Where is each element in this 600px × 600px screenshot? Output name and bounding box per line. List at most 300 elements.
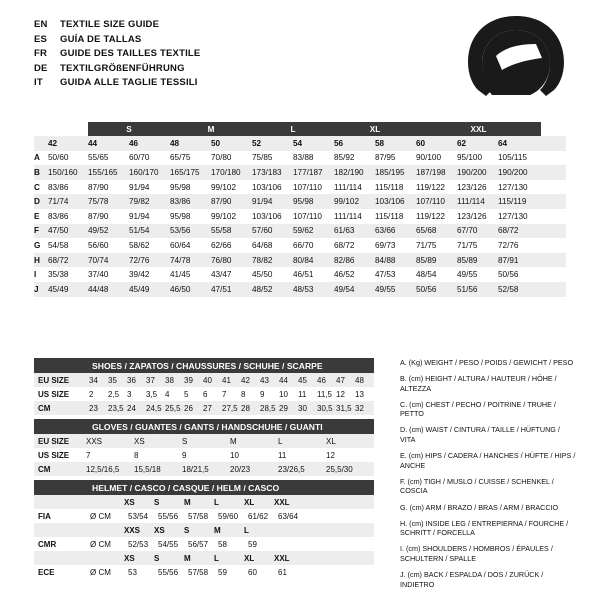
table-row — [34, 209, 566, 224]
value-cell: 38 — [165, 375, 174, 385]
table-cell: 190/200 — [498, 167, 528, 177]
value-cell: 23/26,5 — [278, 464, 305, 474]
table-cell: 45/49 — [48, 284, 69, 294]
table-cell: 85/89 — [416, 255, 437, 265]
table-cell: 67/70 — [457, 226, 478, 236]
helmet-size-cell: L — [214, 553, 219, 563]
table-cell: 90/100 — [416, 153, 442, 163]
table-cell: 71/75 — [416, 240, 437, 250]
helmet-size-cell: XXS — [124, 525, 141, 535]
table-row — [34, 282, 566, 297]
table-cell: 83/86 — [170, 197, 191, 207]
helmet-value-cell: 57/58 — [188, 567, 209, 577]
helmet-standard-label: FIA — [38, 511, 51, 521]
table-cell: 68/72 — [498, 226, 519, 236]
table-cell: 44/48 — [88, 284, 109, 294]
table-cell: 47/53 — [375, 270, 396, 280]
table-cell: 43/47 — [211, 270, 232, 280]
helmet-unit: Ø CM — [90, 567, 111, 577]
value-cell: 32 — [355, 403, 364, 413]
value-cell: S — [182, 436, 188, 446]
helmet-value-cell: 58 — [218, 539, 227, 549]
table-cell: 99/102 — [334, 197, 360, 207]
table-cell: 51/56 — [457, 284, 478, 294]
data-row — [34, 401, 374, 415]
helmet-value-cell: 60 — [248, 567, 257, 577]
helmet-value-cell: 52/53 — [128, 539, 149, 549]
numeric-size-cell: 62 — [457, 138, 467, 148]
value-cell: 4 — [165, 389, 170, 399]
table-cell: 70/80 — [211, 153, 232, 163]
table-cell: 119/122 — [416, 211, 445, 221]
value-cell: 6 — [203, 389, 208, 399]
table-cell: 127/130 — [498, 211, 528, 221]
helmet-icon — [456, 12, 576, 104]
table-cell: 87/90 — [211, 197, 232, 207]
helmet-title: HELMET / CASCO / CASQUE / HELM / CASCO — [34, 480, 374, 495]
table-cell: 49/54 — [334, 284, 355, 294]
numeric-size-cell: 56 — [334, 138, 344, 148]
table-cell: 85/89 — [457, 255, 478, 265]
helmet-value-cell: 54/55 — [158, 539, 179, 549]
value-cell: 25,5/30 — [326, 464, 353, 474]
helmet-size-cell: S — [184, 525, 190, 535]
table-cell: 46/50 — [170, 284, 191, 294]
helmet-value-cell: 61 — [278, 567, 287, 577]
table-cell: 48/53 — [293, 284, 314, 294]
table-cell: 60/70 — [129, 153, 150, 163]
helmet-values-row — [34, 565, 374, 579]
row-label: CM — [38, 403, 51, 413]
value-cell: L — [278, 436, 283, 446]
table-cell: 83/88 — [293, 153, 314, 163]
table-cell: 65/75 — [170, 153, 191, 163]
table-cell: 56/60 — [88, 240, 109, 250]
table-cell: 87/90 — [88, 211, 109, 221]
table-cell: 165/175 — [170, 167, 200, 177]
numeric-size-cell: 58 — [375, 138, 385, 148]
table-cell: 66/70 — [293, 240, 314, 250]
helmet-value-cell: 61/62 — [248, 511, 269, 521]
legend-item: C. (cm) CHEST / PECHO / POITRINE / TRUHE / PETTO — [400, 399, 556, 419]
helmet-value-cell: 55/56 — [158, 567, 179, 577]
legend-item: G. (cm) ARM / BRAZO / BRAS / ARM / BRACCIO — [400, 502, 559, 512]
table-cell: 190/200 — [457, 167, 487, 177]
value-cell: 37 — [146, 375, 155, 385]
table-cell: 105/115 — [498, 153, 527, 163]
table-row — [34, 267, 566, 282]
table-cell: 79/82 — [129, 197, 150, 207]
table-cell: 115/118 — [375, 211, 404, 221]
table-cell: 49/55 — [375, 284, 396, 294]
table-cell: 48/52 — [252, 284, 273, 294]
language-list — [34, 18, 200, 91]
value-cell: 2 — [89, 389, 94, 399]
value-cell: 5 — [184, 389, 189, 399]
numeric-size-cell: 48 — [170, 138, 180, 148]
numeric-size-cell: 50 — [211, 138, 221, 148]
table-cell: 107/110 — [416, 197, 445, 207]
helmet-size-cell: XS — [124, 553, 135, 563]
value-cell: 11 — [278, 450, 287, 460]
helmet-values-row — [34, 509, 374, 523]
legend-item: I. (cm) SHOULDERS / HOMBROS / ÉPAULES / SCHULTERN / SPALLE — [400, 544, 553, 563]
value-cell: 3 — [127, 389, 132, 399]
table-cell: 63/66 — [375, 226, 396, 236]
table-cell: 75/85 — [252, 153, 273, 163]
data-row — [34, 434, 374, 448]
row-values — [89, 376, 374, 385]
band-spacer — [34, 122, 48, 136]
table-cell: 187/198 — [416, 167, 446, 177]
row-values — [89, 390, 374, 399]
table-cell: 111/114 — [334, 182, 362, 192]
table-cell: 103/106 — [375, 197, 405, 207]
numeric-size-cell: 60 — [416, 138, 426, 148]
value-cell: 24 — [127, 403, 136, 413]
table-cell: 83/86 — [48, 182, 69, 192]
table-cell: 91/94 — [252, 197, 273, 207]
size-band-l: L — [252, 122, 334, 136]
table-cell: 72/76 — [498, 240, 519, 250]
language-row — [34, 47, 200, 62]
value-cell: 28,5 — [260, 403, 276, 413]
helmet-standard-label: ECE — [38, 567, 55, 577]
helmet-size-cell: L — [214, 497, 219, 507]
row-key: B — [34, 167, 40, 177]
value-cell: XS — [134, 436, 145, 446]
table-cell: 46/52 — [334, 270, 355, 280]
row-label: CM — [38, 464, 51, 474]
table-row — [34, 165, 566, 180]
measurement-table — [34, 122, 566, 297]
table-row — [34, 224, 566, 239]
value-cell: 27,5 — [222, 403, 238, 413]
table-cell: 57/60 — [252, 226, 273, 236]
helmet-size-header — [34, 523, 374, 537]
table-cell: 87/90 — [88, 182, 109, 192]
helmet-value-cell: 59 — [248, 539, 257, 549]
size-band-xl: XL — [334, 122, 416, 136]
measurement-legend — [400, 358, 576, 596]
table-cell: 52/58 — [498, 284, 519, 294]
numeric-size-cell: 44 — [88, 138, 98, 148]
row-key: A — [34, 153, 40, 163]
helmet-value-cell: 53 — [128, 567, 137, 577]
row-key: J — [34, 284, 39, 294]
table-cell: 72/76 — [129, 255, 150, 265]
table-cell: 185/195 — [375, 167, 405, 177]
table-cell: 103/106 — [252, 182, 282, 192]
table-cell: 68/72 — [334, 240, 355, 250]
table-cell: 55/58 — [211, 226, 232, 236]
helmet-values-row — [34, 537, 374, 551]
value-cell: 28 — [241, 403, 250, 413]
language-code: DE — [34, 62, 48, 74]
table-cell: 182/190 — [334, 167, 364, 177]
row-values — [86, 451, 374, 460]
table-cell: 87/91 — [498, 255, 519, 265]
row-key: I — [34, 270, 37, 280]
value-cell: 9 — [260, 389, 265, 399]
helmet-value-cell: 53/54 — [128, 511, 149, 521]
helmet-value-cell: 56/57 — [188, 539, 209, 549]
helmet-value-cell: 59 — [218, 567, 227, 577]
value-cell: 46 — [317, 375, 326, 385]
size-band-m: M — [170, 122, 252, 136]
table-cell: 58/62 — [129, 240, 150, 250]
row-label: EU SIZE — [38, 436, 70, 446]
legend-item: B. (cm) HEIGHT / ALTURA / HAUTEUR / HÖHE / ALTEZZA — [400, 374, 557, 393]
value-cell: 29 — [279, 403, 288, 413]
table-cell: 83/86 — [48, 211, 69, 221]
table-cell: 95/98 — [170, 211, 191, 221]
value-cell: 42 — [241, 375, 250, 385]
table-cell: 78/82 — [252, 255, 273, 265]
value-cell: 13 — [355, 389, 364, 399]
table-cell: 51/54 — [129, 226, 150, 236]
size-band-header — [34, 122, 566, 136]
row-values — [89, 404, 374, 413]
value-cell: XXS — [86, 436, 103, 446]
table-cell: 39/42 — [129, 270, 150, 280]
table-cell: 91/94 — [129, 182, 150, 192]
row-key: F — [34, 226, 40, 236]
table-cell: 107/110 — [293, 182, 322, 192]
value-cell: 35 — [108, 375, 117, 385]
value-cell: 24,5 — [146, 403, 162, 413]
table-cell: 71/75 — [457, 240, 478, 250]
language-text: TEXTILGRÖßENFÜHRUNG — [60, 62, 185, 74]
row-key: H — [34, 255, 40, 265]
table-cell: 95/100 — [457, 153, 483, 163]
helmet-value-cell: 59/60 — [218, 511, 239, 521]
shoes-title: SHOES / ZAPATOS / CHAUSSURES / SCHUHE / SCARPE — [34, 358, 374, 373]
table-cell: 111/114 — [334, 211, 362, 221]
row-label: EU SIZE — [38, 375, 70, 385]
value-cell: 10 — [230, 450, 239, 460]
table-row — [34, 238, 566, 253]
table-cell: 99/102 — [211, 211, 237, 221]
table-cell: 107/110 — [293, 211, 322, 221]
table-row — [34, 151, 566, 166]
table-row — [34, 253, 566, 268]
table-cell: 53/56 — [170, 226, 191, 236]
row-label: US SIZE — [38, 450, 70, 460]
table-cell: 75/78 — [88, 197, 109, 207]
table-cell: 87/95 — [375, 153, 396, 163]
table-cell: 48/54 — [416, 270, 437, 280]
table-cell: 177/187 — [293, 167, 323, 177]
table-cell: 103/106 — [252, 211, 282, 221]
value-cell: 31,5 — [336, 403, 352, 413]
table-cell: 99/102 — [211, 182, 237, 192]
value-cell: 25,5 — [165, 403, 181, 413]
size-band-none — [48, 122, 88, 136]
table-cell: 49/52 — [88, 226, 109, 236]
table-cell: 50/56 — [416, 284, 437, 294]
table-cell: 123/126 — [457, 211, 487, 221]
table-row — [34, 180, 566, 195]
table-cell: 160/170 — [129, 167, 159, 177]
table-cell: 65/68 — [416, 226, 437, 236]
data-row — [34, 462, 374, 476]
gloves-title: GLOVES / GUANTES / GANTS / HANDSCHUHE / GUANTI — [34, 419, 374, 434]
table-cell: 76/80 — [211, 255, 232, 265]
table-cell: 170/180 — [211, 167, 241, 177]
numeric-size-cell: 64 — [498, 138, 508, 148]
value-cell: 12 — [326, 450, 335, 460]
legend-item: E. (cm) HIPS / CADERA / HANCHES / HÜFTE / HIPS / ANCHE — [400, 451, 576, 470]
legend-item: A. (Kg) WEIGHT / PESO / POIDS / GEWICHT / PESO — [400, 358, 574, 367]
helmet-size-cell: XS — [124, 497, 135, 507]
value-cell: 9 — [182, 450, 187, 460]
table-cell: 95/98 — [170, 182, 191, 192]
table-cell: 173/183 — [252, 167, 282, 177]
table-cell: 50/60 — [48, 153, 69, 163]
table-cell: 61/63 — [334, 226, 355, 236]
value-cell: 7 — [86, 450, 91, 460]
helmet-size-cell: L — [244, 525, 249, 535]
value-cell: M — [230, 436, 237, 446]
value-cell: 7 — [222, 389, 227, 399]
table-cell: 74/78 — [170, 255, 191, 265]
table-cell: 80/84 — [293, 255, 314, 265]
table-cell: 123/126 — [457, 182, 487, 192]
value-cell: 44 — [279, 375, 288, 385]
table-cell: 82/86 — [334, 255, 355, 265]
language-text: GUIDE DES TAILLES TEXTILE — [60, 48, 201, 59]
helmet-size-header — [34, 551, 374, 565]
value-cell: 10 — [279, 389, 288, 399]
language-code: FR — [34, 48, 48, 59]
language-row — [34, 18, 200, 33]
helmet-unit: Ø CM — [90, 511, 111, 521]
helmet-size-cell: M — [184, 497, 191, 507]
table-cell: 45/49 — [129, 284, 150, 294]
table-cell: 155/165 — [88, 167, 118, 177]
table-cell: 69/73 — [375, 240, 396, 250]
table-cell: 68/72 — [48, 255, 69, 265]
helmet-unit: Ø CM — [90, 539, 111, 549]
data-row — [34, 448, 374, 462]
value-cell: 36 — [127, 375, 136, 385]
value-cell: 30,5 — [317, 403, 333, 413]
language-text: GUÍA DE TALLAS — [60, 33, 142, 45]
data-row — [34, 387, 374, 401]
value-cell: 23 — [89, 403, 98, 413]
helmet-size-cell: S — [154, 553, 160, 563]
table-cell: 45/50 — [252, 270, 273, 280]
table-cell: 46/51 — [293, 270, 314, 280]
value-cell: 41 — [222, 375, 231, 385]
footwear-gloves-helmet-section — [34, 358, 374, 579]
table-cell: 64/68 — [252, 240, 273, 250]
value-cell: 8 — [241, 389, 246, 399]
helmet-value-cell: 55/56 — [158, 511, 179, 521]
row-key: C — [34, 182, 40, 192]
legend-item: F. (cm) TIGH / MUSLO / CUISSE / SCHENKEL / COSCIA — [400, 476, 554, 496]
helmet-size-cell: XL — [244, 553, 255, 563]
helmet-size-cell: M — [214, 525, 221, 535]
language-row — [34, 76, 200, 91]
language-text: TEXTILE SIZE GUIDE — [60, 19, 160, 30]
size-band-s: S — [88, 122, 170, 136]
table-cell: 150/160 — [48, 167, 78, 177]
value-cell: 26 — [184, 403, 193, 413]
value-cell: 47 — [336, 375, 345, 385]
language-code: IT — [34, 77, 43, 88]
helmet-value-cell: 57/58 — [188, 511, 209, 521]
value-cell: 45 — [298, 375, 307, 385]
row-key: E — [34, 211, 40, 221]
table-cell: 47/50 — [48, 226, 69, 236]
value-cell: 12 — [336, 389, 345, 399]
value-cell: 8 — [134, 450, 139, 460]
numeric-size-header — [34, 136, 566, 151]
table-cell: 50/56 — [498, 270, 519, 280]
helmet-size-cell: XL — [244, 497, 255, 507]
value-cell: 30 — [298, 403, 307, 413]
size-band-xxl: XXL — [416, 122, 541, 136]
value-cell: 43 — [260, 375, 269, 385]
legend-item: J. (cm) BACK / ESPALDA / DOS / ZURÜCK / INDIETRO — [400, 570, 544, 589]
table-cell: 115/119 — [498, 197, 527, 207]
language-row — [34, 33, 200, 48]
value-cell: 27 — [203, 403, 212, 413]
table-cell: 119/122 — [416, 182, 445, 192]
value-cell: 12,5/16,5 — [86, 464, 120, 474]
value-cell: 23,5 — [108, 403, 124, 413]
row-values — [86, 465, 374, 474]
value-cell: 20/23 — [230, 464, 251, 474]
row-key: D — [34, 197, 40, 207]
numeric-size-cell: 46 — [129, 138, 139, 148]
table-cell: 54/58 — [48, 240, 69, 250]
helmet-size-cell: XXL — [274, 497, 290, 507]
value-cell: 48 — [355, 375, 364, 385]
table-cell: 55/65 — [88, 153, 109, 163]
legend-item: H. (cm) INSIDE LEG / ENTREPIERNA / FOURCHE / SCHRITT / FORCELLA — [400, 518, 569, 538]
table-cell: 62/66 — [211, 240, 232, 250]
table-cell: 70/74 — [88, 255, 109, 265]
table-cell: 115/118 — [375, 182, 404, 192]
table-cell: 95/98 — [293, 197, 314, 207]
table-cell: 59/62 — [293, 226, 314, 236]
value-cell: 11,5 — [317, 389, 332, 399]
table-cell: 41/45 — [170, 270, 191, 280]
table-cell: 91/94 — [129, 211, 150, 221]
value-cell: 3,5 — [146, 389, 158, 399]
table-cell: 47/51 — [211, 284, 232, 294]
language-code: ES — [34, 33, 48, 45]
numeric-size-cell: 52 — [252, 138, 262, 148]
row-label: US SIZE — [38, 389, 70, 399]
value-cell: 2,5 — [108, 389, 120, 399]
value-cell: XL — [326, 436, 336, 446]
helmet-value-cell: 63/64 — [278, 511, 299, 521]
language-code: EN — [34, 19, 48, 30]
table-cell: 60/64 — [170, 240, 191, 250]
value-cell: 34 — [89, 375, 98, 385]
legend-item: D. (cm) WAIST / CINTURA / TAILLE / HÜFTUNG / VITA — [400, 425, 560, 445]
value-cell: 11 — [298, 389, 307, 399]
numeric-size-cell: 54 — [293, 138, 303, 148]
row-values — [86, 437, 374, 446]
table-cell: 84/88 — [375, 255, 396, 265]
helmet-standard-label: CMR — [38, 539, 57, 549]
table-cell: 37/40 — [88, 270, 109, 280]
